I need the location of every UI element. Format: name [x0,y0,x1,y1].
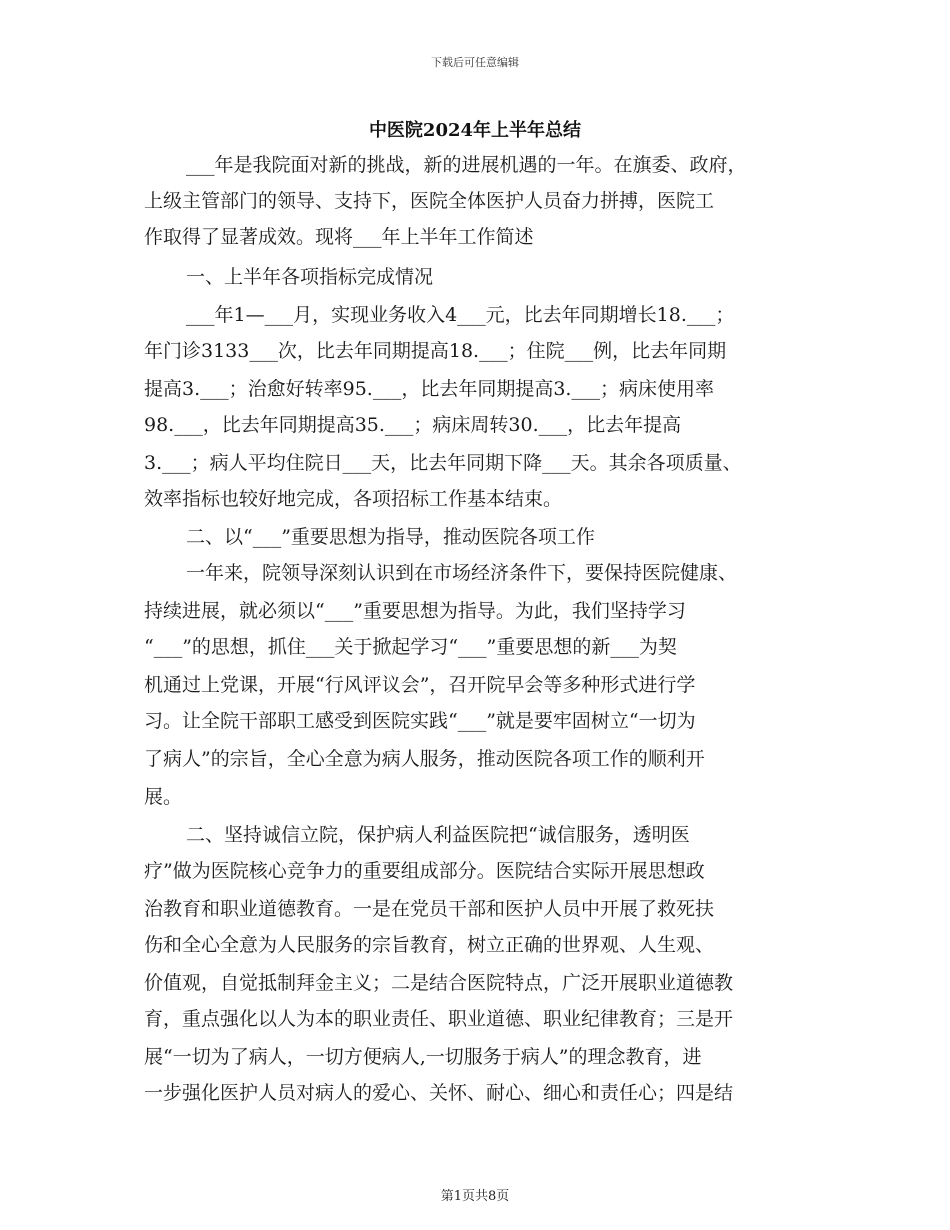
body-line: ___年是我院面对新的挑战，新的进展机遇的一年。在旗委、政府， [186,154,747,176]
section-heading: 二、坚持诚信立院，保护病人利益医院把“诚信服务，透明医 [186,824,690,846]
body-line: 提高3.___；治愈好转率95.___，比去年同期提高3.___；病床使用率 [144,378,714,400]
section-heading: 一、上半年各项指标完成情况 [186,266,434,288]
body-line: 了病人”的宗旨，全心全意为病人服务，推动医院各项工作的顺利开 [144,748,705,770]
body-line: 98.___，比去年同期提高35.___；病床周转30.___，比去年提高 [144,414,682,436]
header-note: 下载后可任意编辑 [431,56,519,69]
body-line: “___”的思想，抓住___关于掀起学习“___”重要思想的新___为契 [144,636,677,658]
body-line: 效率指标也较好地完成，各项招标工作基本结束。 [144,488,563,510]
body-line: 持续进展，就必须以“___”重要思想为指导。为此，我们坚持学习 [144,600,686,622]
body-line: 伤和全心全意为人民服务的宗旨教育，树立正确的世界观、人生观、 [144,934,715,956]
body-line: 习。让全院干部职工感受到医院实践“___”就是要牢固树立“一切为 [144,710,696,732]
body-line: 展。 [144,786,183,808]
section-heading: 二、以“___”重要思想为指导，推动医院各项工作 [186,526,595,548]
body-line: 一步强化医护人员对病人的爱心、关怀、耐心、细心和责任心；四是结 [144,1082,734,1104]
body-line: 3.___；病人平均住院日___天，比去年同期下降___天。其余各项质量、 [144,452,742,474]
body-line: ___年1—___月，实现业务收入4___元，比去年同期增长18.___； [186,304,735,326]
document-title: 中医院2024年上半年总结 [368,120,582,141]
body-line: 展“一切为了病人，一切方便病人,一切服务于病人”的理念教育，进 [144,1046,702,1068]
body-line: 育，重点强化以人为本的职业责任、职业道德、职业纪律教育；三是开 [144,1008,734,1030]
body-line: 上级主管部门的领导、支持下，医院全体医护人员奋力拼搏，医院工 [144,190,715,212]
body-line: 治教育和职业道德教育。一是在党员干部和医护人员中开展了救死扶 [144,898,715,920]
body-line: 年门诊3133___次，比去年同期提高18.___；住院___例，比去年同期 [144,340,727,362]
body-line: 疗”做为医院核心竞争力的重要组成部分。医院结合实际开展思想政 [144,860,705,882]
body-line: 一年来，院领导深刻认识到在市场经济条件下，要保持医院健康、 [186,562,738,584]
body-line: 价值观，自觉抵制拜金主义；二是结合医院特点，广泛开展职业道德教 [144,972,734,994]
page-number: 第1页共8页 [440,1189,510,1204]
body-line: 机通过上党课，开展“行风评议会”，召开院早会等多种形式进行学 [144,674,696,696]
body-line: 作取得了显著成效。现将___年上半年工作简述 [144,226,534,248]
